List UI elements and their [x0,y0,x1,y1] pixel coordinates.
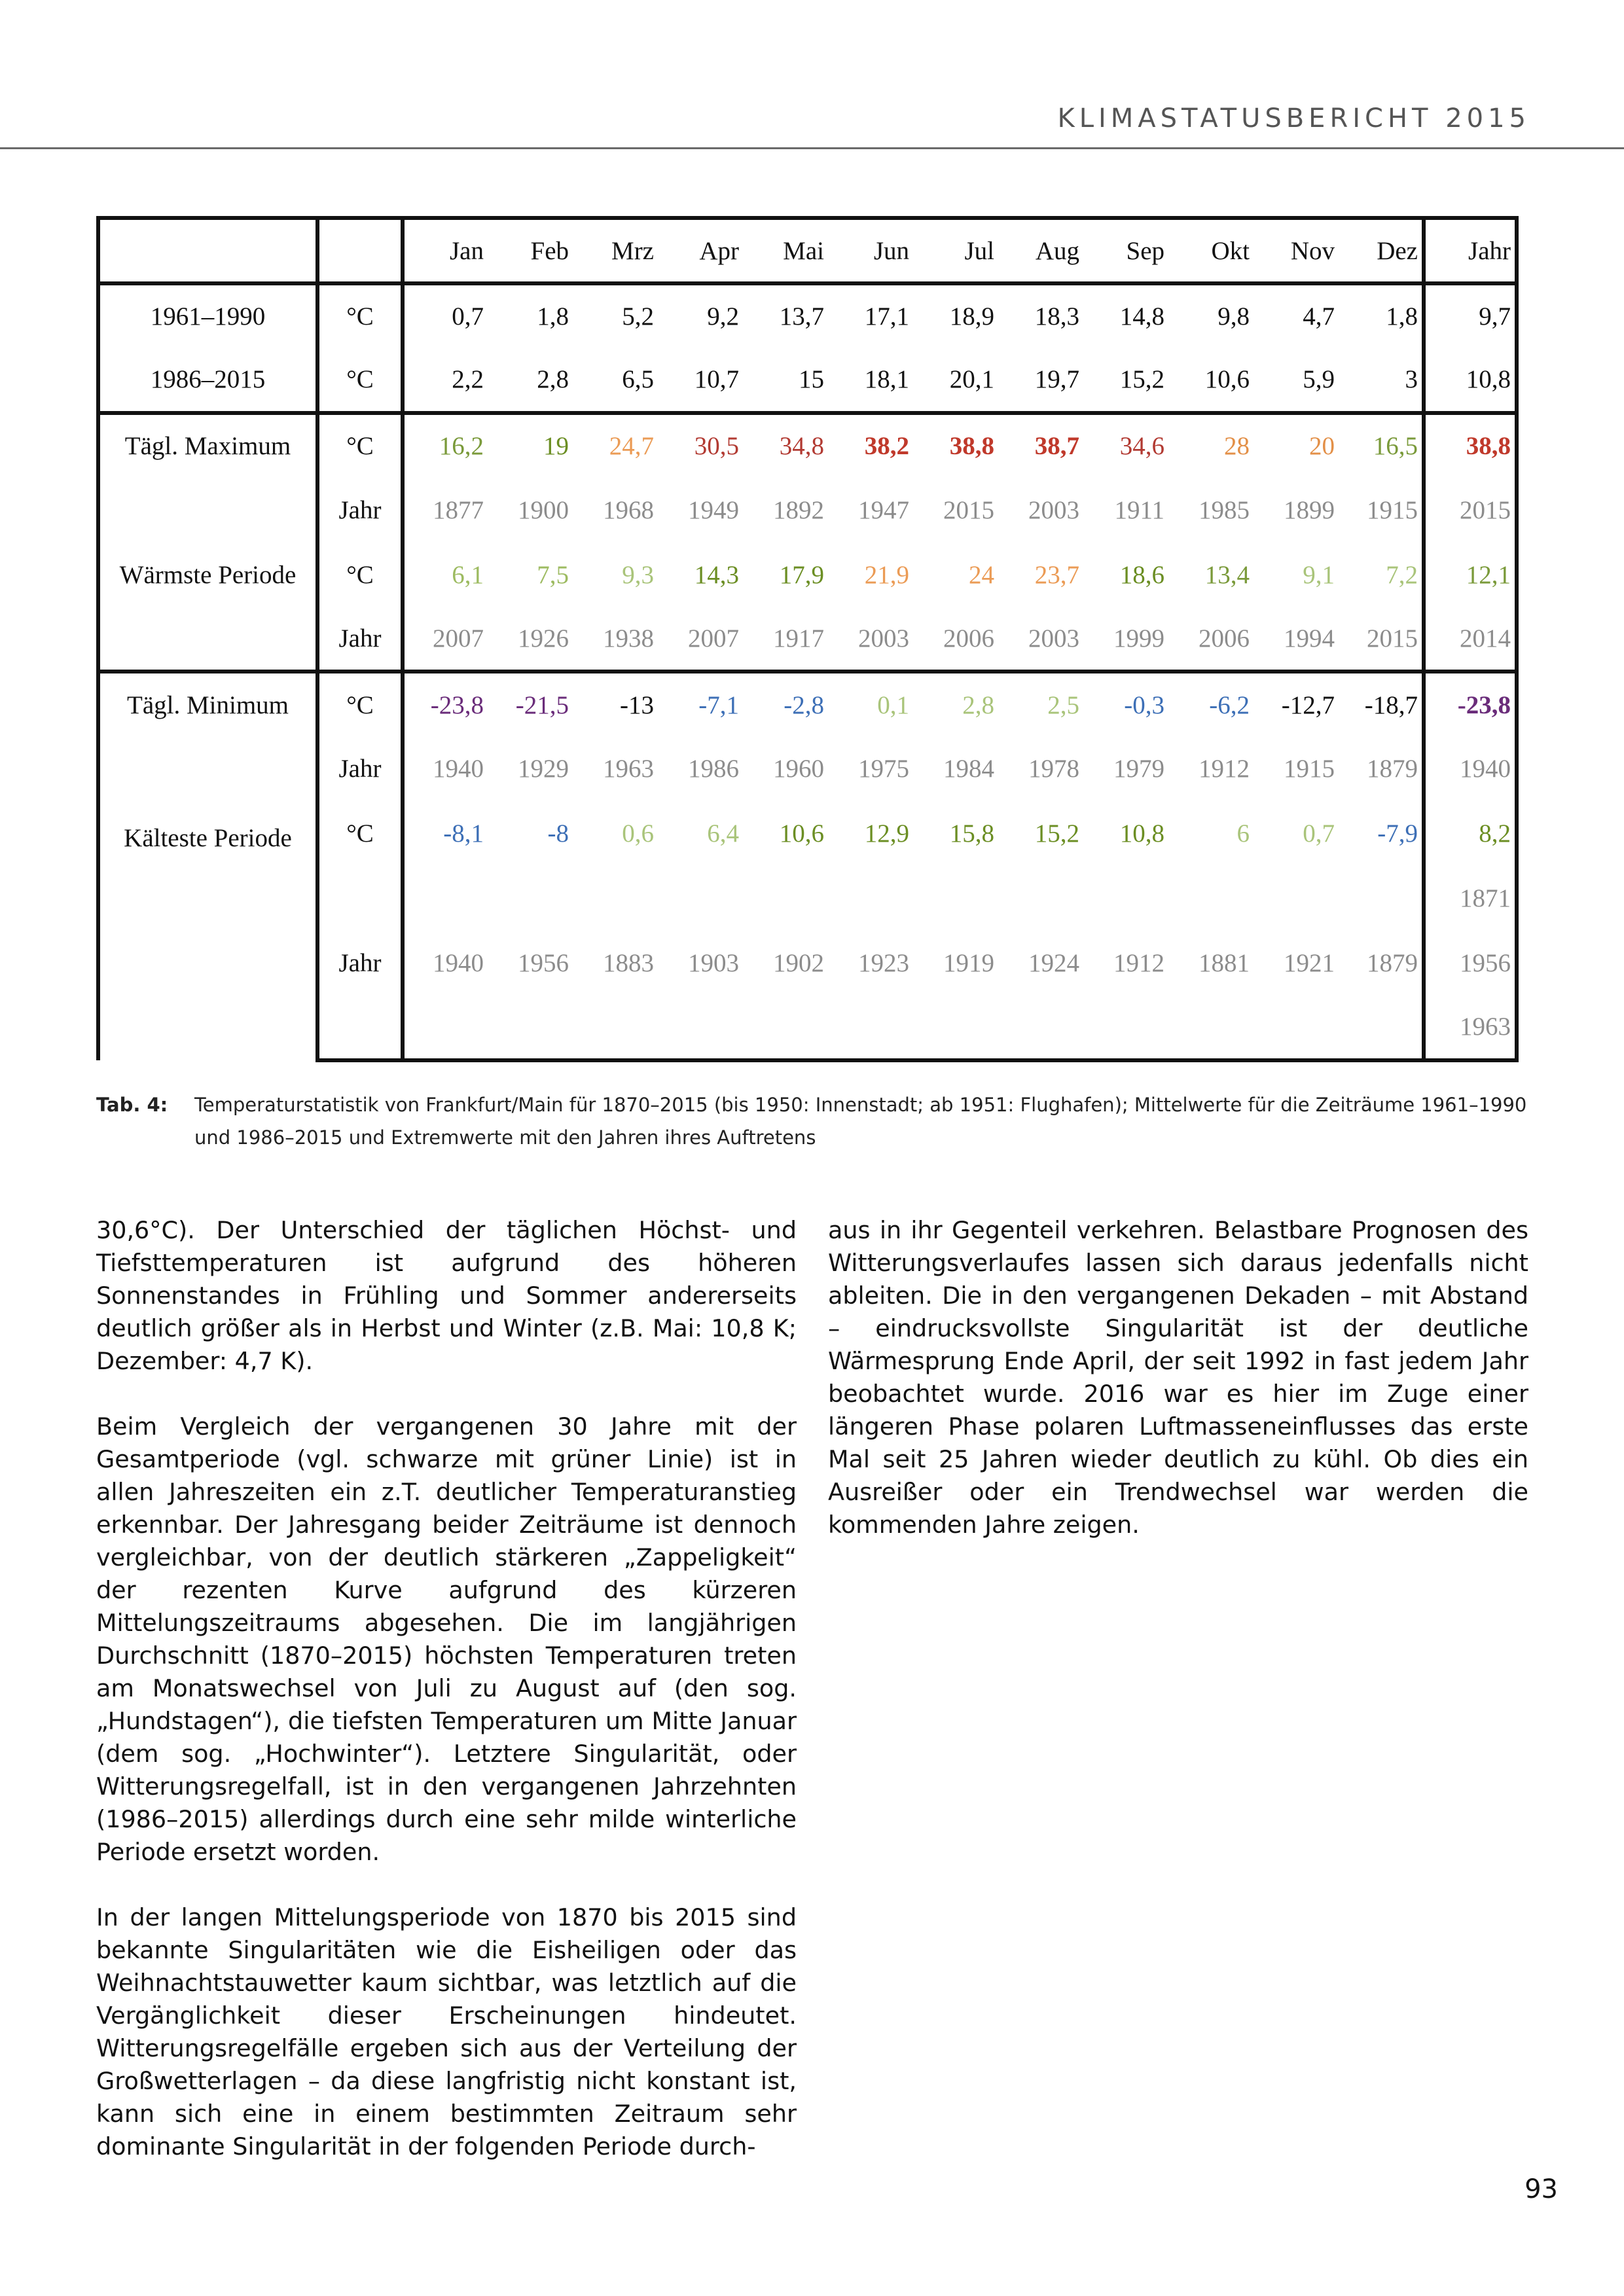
value-cell: 20 [1309,432,1335,461]
paragraph: aus in ihr Gegenteil verkehren. Belastbare Prognosen des Witterungsverlaufes lassen sich daraus jedenfalls nicht ableiten. Die in den vergangenen Dekaden – mit Abstand – eindrucksvollste Singularität ist der deutliche Wärmesprung Ende April, der seit 1992 in fast jedem Jahr beobachtet wurde. 2016 war es hier im Zuge einer längeren Phase polaren Luftmasseneinflusses das erste Mal seit 25 Jahren wieder deutlich zu kühl. Ob dies ein Ausreißer oder ein Trendwechsel war werden die kommenden Jahre zeigen. [828,1216,1528,1539]
row-unit: °C [317,413,403,478]
value-cell: 1899 [1284,495,1335,524]
value-cell: 1912 [1113,948,1164,977]
value-cell: 0,7 [452,302,484,331]
row-label: Tägl. Minimum [98,672,317,736]
value-cell: 1963 [603,755,654,783]
value-cell: 34,6 [1119,432,1164,461]
value-cell: 1921 [1284,948,1335,977]
value-cell: -12,7 [1281,691,1335,719]
value-cell: 14,3 [694,560,739,589]
row-label [98,607,317,672]
value-cell: 6,1 [452,560,484,589]
value-cell [1254,996,1339,1060]
value-cell: 18,3 [1034,302,1079,331]
row-label: 1961–1990 [98,283,317,348]
value-cell: 38,8 [949,432,994,461]
value-cell: 1929 [518,755,569,783]
year-value-cell: 9,7 [1424,283,1517,348]
value-cell: 1919 [943,948,994,977]
value-cell: 2015 [943,495,994,524]
value-cell: 1956 [518,948,569,977]
paragraph: In der langen Mittelungsperiode von 1870 bis 2015 sind bekannte Singularitäten wie die Eisheiligen oder das Weihnachtstauwetter kaum sichtbar, was letztlich auf die Vergänglichkeit dieser Erscheinungen hindeutet. Witterungsregelfälle ergeben sich aus der Verteilung der Großwetterlagen – da diese langfristig nicht konstant ist, kann sich eine in einem bestimmten Zeitraum sehr dominante Singularität in der folgenden Periode durch- [96,1903,797,2161]
row-unit: °C [317,672,403,736]
value-cell: 10,6 [1168,348,1254,413]
value-cell: -6,2 [1209,691,1250,719]
value-cell: -7,1 [698,691,739,719]
value-cell: 4,7 [1303,302,1335,331]
value-cell: 0,7 [1303,819,1335,848]
year-value-cell: 1871 [1424,866,1517,931]
table-row [98,607,1517,672]
header-empty-cell [98,218,317,283]
value-cell: 16,5 [1373,432,1418,461]
row-unit: Jahr [317,736,403,801]
paragraph: 30,6°C). Der Unterschied der täglichen Höchst- und Tiefsttemperaturen ist aufgrund des höheren Sonnenstandes in Frühling und Sommer andererseits deutlich größer als in Herbst und Winter (z.B. Mai: 10,8 K; Dezember: 4,7 K). [96,1216,797,1375]
value-cell: 24,7 [609,432,654,461]
value-cell: 19,7 [998,348,1083,413]
value-cell: 2,8 [488,348,573,413]
year-value-cell: 1963 [1424,996,1517,1060]
value-cell: 13,4 [1204,560,1250,589]
row-unit: Jahr [317,931,403,996]
value-cell: 17,9 [779,560,824,589]
row-unit: Jahr [317,607,403,672]
value-cell: 24 [969,560,994,589]
value-cell: 23,7 [1034,560,1079,589]
value-cell: -13 [620,691,654,719]
value-cell: 6,5 [573,348,658,413]
value-cell [403,996,488,1060]
value-cell: 1924 [1028,948,1079,977]
value-cell: 15,2 [1034,819,1079,848]
row-label: Wärmste Periode [98,543,317,607]
value-cell: 1877 [433,495,484,524]
value-cell: 2015 [1339,607,1424,672]
value-cell: 1994 [1254,607,1339,672]
value-cell: 2,2 [403,348,488,413]
table-row [98,348,1517,413]
value-cell: 10,6 [779,819,824,848]
value-cell: 12,9 [864,819,909,848]
value-cell [488,996,573,1060]
year-value-cell: 2015 [1424,478,1517,543]
value-cell: 15,8 [949,819,994,848]
value-cell: 2006 [913,607,998,672]
year-value-cell: 12,1 [1424,543,1517,607]
value-cell: 2006 [1168,607,1254,672]
value-cell: 0,6 [622,819,654,848]
value-cell [828,996,913,1060]
month-header: Okt [1168,218,1254,283]
value-cell: 1902 [773,948,824,977]
value-cell: 28 [1224,432,1250,461]
year-header: Jahr [1424,218,1517,283]
value-cell [1339,866,1424,931]
value-cell: 1968 [603,495,654,524]
value-cell: 7,2 [1386,560,1418,589]
value-cell: 16,2 [439,432,484,461]
table-header-row [98,218,1517,283]
value-cell: 7,5 [537,560,569,589]
value-cell: -0,3 [1124,691,1164,719]
row-unit [317,866,403,931]
value-cell: 2007 [658,607,743,672]
value-cell: 1999 [1083,607,1168,672]
value-cell: 15 [743,348,828,413]
value-cell: -23,8 [430,691,484,719]
value-cell: 1979 [1113,755,1164,783]
value-cell: 6,4 [707,819,739,848]
year-value-cell: 38,8 [1424,413,1517,478]
value-cell: 38,2 [864,432,909,461]
value-cell: 9,3 [622,560,654,589]
value-cell: 1926 [488,607,573,672]
caption-text: Temperaturstatistik von Frankfurt/Main für 1870–2015 (bis 1950: Innenstadt; ab 1951: Flughafen); Mittelwerte für die Zeiträume 1961–1990 und 1986–2015 und Extremwerte mit den Jahren ihres Auftretens [194,1094,1527,1149]
value-cell: 1947 [858,495,909,524]
value-cell [913,866,998,931]
value-cell [743,866,828,931]
value-cell: 21,9 [864,560,909,589]
month-header: Mrz [573,218,658,283]
value-cell: 10,8 [1119,819,1164,848]
value-cell: 1917 [743,607,828,672]
value-cell [743,996,828,1060]
value-cell [1083,866,1168,931]
value-cell [488,866,573,931]
value-cell [1168,866,1254,931]
value-cell: 1879 [1367,755,1418,783]
value-cell: 1985 [1199,495,1250,524]
row-unit: Jahr [317,478,403,543]
value-cell: 6 [1236,819,1250,848]
value-cell [913,996,998,1060]
value-cell: 2003 [1028,495,1079,524]
row-unit: °C [317,283,403,348]
value-cell [828,866,913,931]
row-unit: °C [317,543,403,607]
row-unit: °C [317,801,403,866]
value-cell: -8 [547,819,569,848]
body-column-right [828,1214,1528,1574]
month-header: Aug [998,218,1083,283]
year-value-cell: -23,8 [1424,672,1517,736]
year-value-cell: 2014 [1424,607,1517,672]
month-header: Feb [488,218,573,283]
value-cell: -2,8 [784,691,824,719]
row-label: 1986–2015 [98,348,317,413]
value-cell: 1,8 [537,302,569,331]
table-row [98,283,1517,348]
caption-label: Tab. 4: [96,1094,168,1116]
value-cell [1168,996,1254,1060]
value-cell: 9,2 [707,302,739,331]
value-cell: -21,5 [515,691,569,719]
value-cell [1254,866,1339,931]
row-label: Kälteste Periode [98,801,317,1060]
value-cell: 1975 [858,755,909,783]
value-cell: 15,2 [1083,348,1168,413]
value-cell: -18,7 [1364,691,1418,719]
value-cell: 1883 [603,948,654,977]
table-row [98,801,1517,866]
row-unit [317,996,403,1060]
value-cell: 13,7 [779,302,824,331]
value-cell: 1881 [1199,948,1250,977]
table-row [98,478,1517,543]
value-cell: 14,8 [1119,302,1164,331]
value-cell: 1923 [858,948,909,977]
value-cell: 2,8 [962,691,994,719]
value-cell: -7,9 [1377,819,1418,848]
value-cell: 18,6 [1119,560,1164,589]
value-cell: 18,9 [949,302,994,331]
page-number: 93 [1525,2174,1558,2204]
value-cell: 2003 [828,607,913,672]
value-cell: 1915 [1284,755,1335,783]
value-cell: 1912 [1199,755,1250,783]
value-cell: 1960 [773,755,824,783]
month-header: Mai [743,218,828,283]
row-unit: °C [317,348,403,413]
value-cell: -8,1 [443,819,484,848]
value-cell: 1984 [943,755,994,783]
value-cell [998,996,1083,1060]
value-cell: 2007 [403,607,488,672]
value-cell: 1900 [518,495,569,524]
value-cell: 1911 [1114,495,1164,524]
value-cell [403,866,488,931]
year-value-cell: 10,8 [1424,348,1517,413]
value-cell: 20,1 [913,348,998,413]
value-cell: 19 [543,432,569,461]
table-row [98,543,1517,607]
value-cell: 34,8 [779,432,824,461]
value-cell [573,866,658,931]
value-cell: 1938 [573,607,658,672]
value-cell: 3 [1339,348,1424,413]
value-cell: 17,1 [864,302,909,331]
value-cell: 5,2 [622,302,654,331]
row-label [98,478,317,543]
value-cell: 1986 [688,755,739,783]
value-cell: 1892 [773,495,824,524]
month-header: Nov [1254,218,1339,283]
value-cell: 18,1 [828,348,913,413]
value-cell: 5,9 [1254,348,1339,413]
table-row [98,736,1517,801]
value-cell: 1940 [433,948,484,977]
value-cell [658,996,743,1060]
year-value-cell: 1956 [1424,931,1517,996]
value-cell: 1903 [688,948,739,977]
month-header: Apr [658,218,743,283]
row-label: Tägl. Maximum [98,413,317,478]
header-rule [0,147,1624,149]
table-row [98,672,1517,736]
value-cell: 2,5 [1047,691,1079,719]
value-cell [998,866,1083,931]
value-cell: 0,1 [877,691,909,719]
month-header: Sep [1083,218,1168,283]
value-cell: 30,5 [694,432,739,461]
month-header: Jun [828,218,913,283]
value-cell: 38,7 [1034,432,1079,461]
value-cell: 1,8 [1386,302,1418,331]
value-cell [573,996,658,1060]
value-cell: 10,7 [658,348,743,413]
value-cell: 1978 [1028,755,1079,783]
value-cell: 9,8 [1218,302,1250,331]
header-empty-cell [317,218,403,283]
value-cell: 1949 [688,495,739,524]
body-column-left [96,1214,797,2196]
month-header: Dez [1339,218,1424,283]
year-value-cell: 1940 [1424,736,1517,801]
year-value-cell: 8,2 [1424,801,1517,866]
running-header: KLIMASTATUSBERICHT 2015 [1057,103,1530,134]
value-cell [1083,996,1168,1060]
value-cell: 1915 [1367,495,1418,524]
temperature-table [96,216,1519,1062]
value-cell: 1940 [433,755,484,783]
value-cell: 9,1 [1303,560,1335,589]
value-cell: 2003 [998,607,1083,672]
row-label [98,736,317,801]
month-header: Jul [913,218,998,283]
month-header: Jan [403,218,488,283]
table-row [98,413,1517,478]
value-cell [1339,996,1424,1060]
paragraph: Beim Vergleich der vergangenen 30 Jahre mit der Gesamtperiode (vgl. schwarze mit grüner Linie) ist in allen Jahreszeiten ein z.T. deutlicher Temperaturanstieg erkennbar. Der Jahresgang beider Zeiträume ist dennoch vergleichbar, von der deutlich stärkeren „Zappeligkeit“ der rezenten Kurve aufgrund des kürzeren Mittelungszeitraums abgesehen. Die im langjährigen Durchschnitt (1870–2015) höchsten Temperaturen treten am Monatswechsel von Juli zu August auf (den sog. „Hundstagen“), die tiefsten Temperaturen um Mitte Januar (dem sog. „Hochwinter“). Letztere Singularität, oder Witterungsregelfall, ist in den vergangenen Jahrzehnten (1986–2015) allerdings durch eine sehr milde winterliche Periode ersetzt worden. [96,1412,797,1866]
value-cell [658,866,743,931]
temperature-table-container [96,216,1515,1058]
value-cell: 1879 [1367,948,1418,977]
